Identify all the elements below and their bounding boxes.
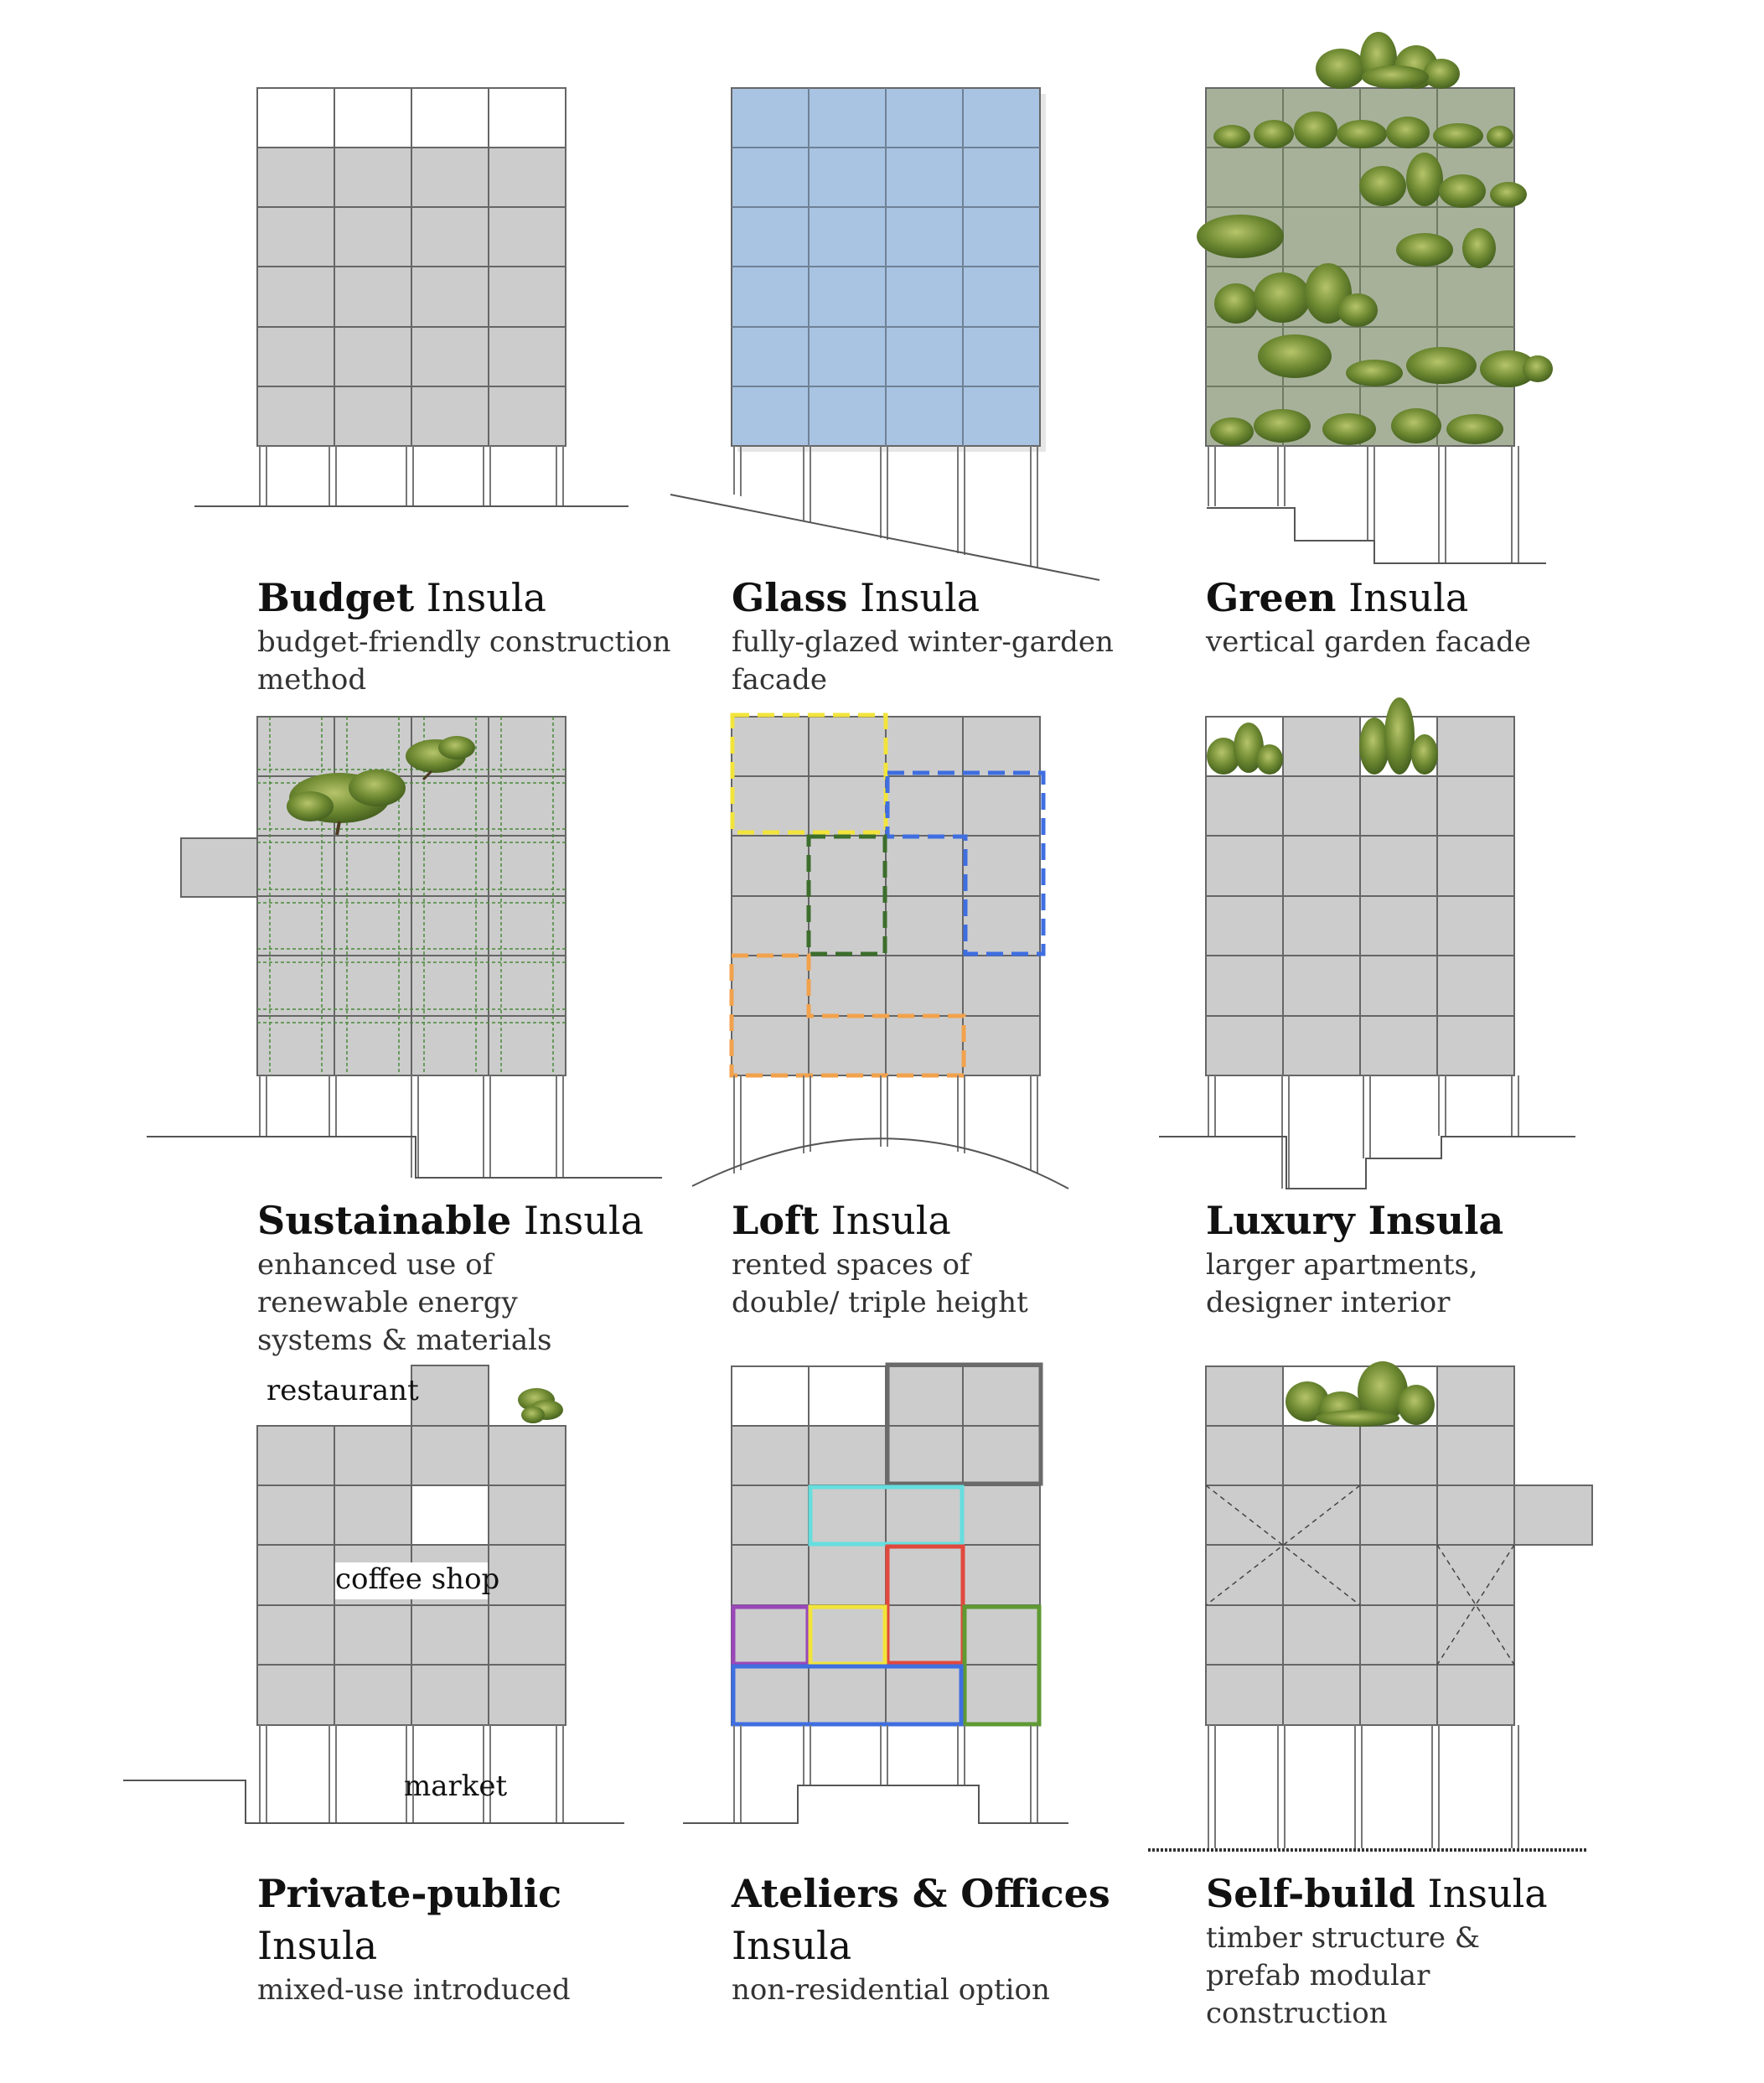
restaurant-label: restaurant	[266, 1374, 419, 1407]
caption-description: larger apartments, designer interior	[1206, 1248, 1478, 1319]
private-public-insula-drawing	[123, 1365, 624, 1823]
caption-title-bold: Sustainable	[257, 1198, 512, 1243]
caption-private-public	[257, 1868, 676, 2009]
caption-budget	[257, 572, 676, 699]
caption-loft	[732, 1194, 1067, 1322]
caption-title-bold: Private-public	[257, 1871, 562, 1916]
caption-self-build	[1206, 1868, 1566, 2033]
tree-icon	[518, 1388, 563, 1423]
caption-description: enhanced use of renewable energy systems & materials	[257, 1248, 552, 1357]
caption-title-bold: Luxury Insula	[1206, 1198, 1504, 1243]
caption-description: budget-friendly construction method	[257, 625, 671, 697]
self-build-insula-drawing	[1148, 1361, 1592, 1850]
caption-description: vertical garden facade	[1206, 625, 1532, 659]
caption-title-rest: Insula	[1336, 575, 1469, 620]
luxury-insula-drawing	[1159, 697, 1575, 1189]
caption-title-bold: Ateliers & Offices	[732, 1871, 1110, 1916]
market-label: market	[404, 1770, 508, 1803]
caption-title-rest: Insula	[847, 575, 980, 620]
caption-description: non-residential option	[732, 1973, 1050, 2007]
caption-title-bold: Loft	[732, 1198, 820, 1243]
caption-title-rest: Insula	[257, 1923, 378, 1968]
caption-description: mixed-use introduced	[257, 1973, 571, 2007]
caption-ateliers	[732, 1868, 1201, 2009]
caption-title-rest: Insula	[1415, 1871, 1548, 1916]
loft-insula-drawing	[692, 715, 1068, 1189]
caption-title-bold: Glass	[732, 575, 848, 620]
sustainable-insula-drawing	[147, 717, 662, 1178]
caption-title-bold: Self-build	[1206, 1871, 1415, 1916]
caption-sustainable	[257, 1194, 644, 1360]
caption-title-rest: Insula	[511, 1198, 644, 1243]
caption-glass	[732, 572, 1201, 699]
caption-title-bold: Green	[1206, 575, 1337, 620]
caption-description: fully-glazed winter-garden facade	[732, 625, 1114, 697]
caption-description: rented spaces of double/ triple height	[732, 1248, 1028, 1319]
ateliers-offices-insula-drawing	[683, 1365, 1068, 1823]
coffee-shop-label: coffee shop	[335, 1562, 500, 1596]
caption-description: timber structure & prefab modular construction	[1206, 1921, 1481, 2030]
caption-luxury	[1206, 1194, 1591, 1322]
caption-title-bold: Budget	[257, 575, 415, 620]
caption-green	[1206, 572, 1625, 661]
glass-insula-drawing	[670, 88, 1099, 580]
caption-title-rest: Insula	[819, 1198, 951, 1243]
green-insula-drawing	[1197, 32, 1553, 563]
caption-title-rest: Insula	[414, 575, 546, 620]
coffee-shop-void	[412, 1486, 488, 1544]
budget-insula-drawing	[194, 88, 629, 506]
caption-title-rest: Insula	[732, 1923, 852, 1968]
